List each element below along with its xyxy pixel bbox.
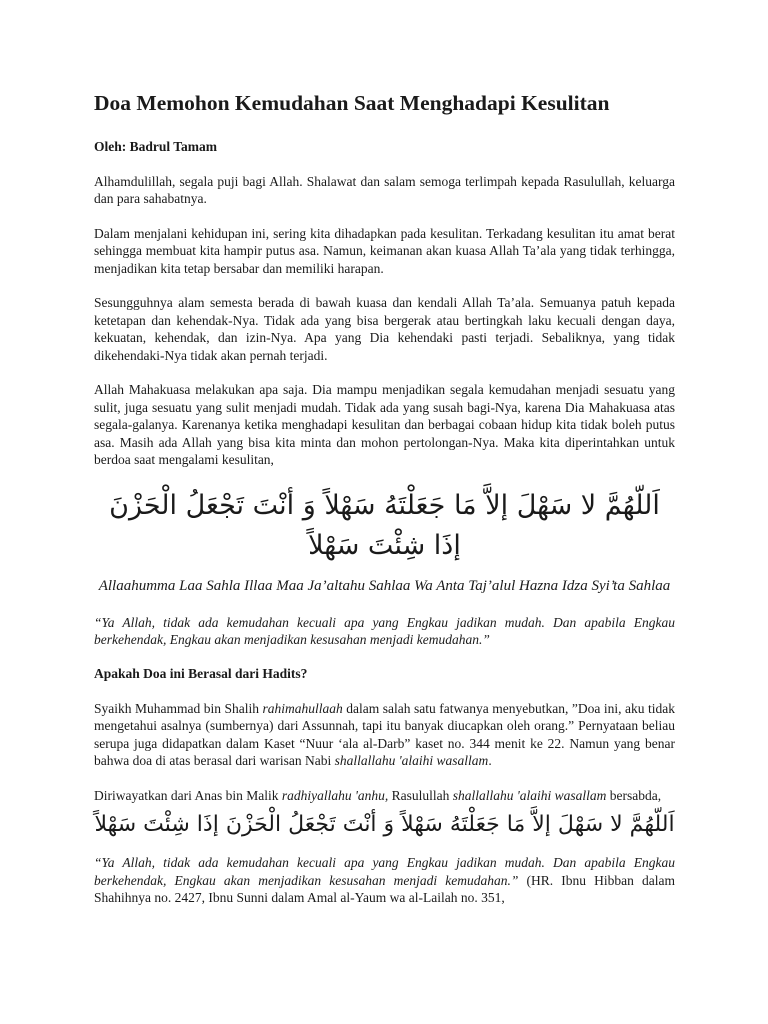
fatwa-salawat: shallallahu 'alaihi wasallam bbox=[334, 753, 489, 769]
fatwa-text-2: dalam salah satu fatwanya menyebutkan, ”Doa ini, aku tidak mengetahui asalnya (sumbernya) dari Assunnah, tapi itu banyak diucapkan oleh orang.” Pernyataan beliau serupa juga didapatkan dalam Kaset “Nuur ‘ala al-Darb” kaset no. 344 menit ke 22. Namun yang benar bahwa doa di atas berasal dari warisan Nabi bbox=[94, 700, 676, 769]
paragraph-narration bbox=[94, 787, 675, 805]
doa-translation: “Ya Allah, tidak ada kemudahan kecuali apa yang Engkau jadikan mudah. Dan apabila Engkau berkehendak, Engkau akan menjadikan kesusahan menjadi kemudahan.” bbox=[94, 614, 675, 648]
paragraph-fatwa bbox=[94, 700, 675, 770]
fatwa-text-1: Syaikh Muhammad bin Shalih bbox=[94, 700, 263, 716]
paragraph-universe: Sesungguhnya alam semesta berada di bawah kuasa dan kendali Allah Ta’ala. Semuanya patuh kepada ketetapan dan kehendak-Nya. Tidak ada yang bisa bergerak atau bertingkah laku kecuali dengan daya, kekuatan, kehendak, dan izin-Nya. Apa yang Dia kehendaki pasti terjadi. Sebaliknya, yang tidak dikehendaki-Nya tidak akan pernah terjadi. bbox=[94, 295, 675, 363]
narration-text-2: Rasulullah bbox=[388, 787, 453, 803]
narration-honorific: radhiyallahu 'anhu, bbox=[281, 787, 389, 803]
fatwa-text-3: . bbox=[488, 753, 492, 769]
fatwa-honorific: rahimahullaah bbox=[262, 700, 343, 716]
narration-salawat: shallallahu 'alaihi wasallam bbox=[452, 787, 607, 803]
document-title: Doa Memohon Kemudahan Saat Menghadapi Kesulitan bbox=[94, 91, 610, 115]
hadith-reference: (HR. Ibnu Hibban dalam Shahihnya no. 2427, Ibnu Sunni dalam Amal al-Yaum wa al-Lailah no. 351, bbox=[94, 872, 675, 906]
paragraph-almighty: Allah Mahakuasa melakukan apa saja. Dia mampu menjadikan segala kemudahan menjadi sesuatu yang sulit, juga sesuatu yang sulit menjadi mudah. Tidak ada yang susah bagi-Nya, karena Dia Mahakuasa atas segala-galanya. Karenanya ketika menghadapi kesulitan dan berbagai cobaan hidup kita tidak boleh putus asa. Masih ada Allah yang bisa kita minta dan mohon pertolongan-Nya. Maka kita diperintahkan untuk berdoa saat mengalami kesulitan, bbox=[94, 382, 675, 468]
narration-text-3: bersabda, bbox=[606, 787, 662, 803]
section-heading: Apakah Doa ini Berasal dari Hadits? bbox=[94, 665, 308, 681]
arabic-doa-hadith: اَللّهُمَّ لا سَهْلَ إلاَّ مَا جَعَلْتَهُ سَهْلاً وَ أنْتَ تَجْعَلُ الْحَزْنَ إذَا شِئْتَ سَهْلاً bbox=[94, 812, 675, 838]
arabic-doa: اَللّهُمَّ لا سَهْلَ إلاَّ مَا جَعَلْتَهُ سَهْلاً وَ أنْتَ تَجْعَلُ الْحَزْنَ إذَا شِئْتَ سَهْلاً bbox=[109, 489, 660, 561]
paragraph-intro: Alhamdulillah, segala puji bagi Allah. Shalawat dan salam semoga terlimpah kepada Rasulullah, keluarga dan para sahabatnya. bbox=[94, 173, 675, 207]
narration-text-1: Diriwayatkan dari Anas bin Malik bbox=[94, 787, 282, 803]
author-line: Oleh: Badrul Tamam bbox=[94, 138, 218, 154]
hadith-translation: “Ya Allah, tidak ada kemudahan kecuali apa yang Engkau jadikan mudah. Dan apabila Engkau berkehendak, Engkau akan menjadikan kesusahan menjadi kemudahan.” bbox=[94, 855, 675, 888]
document-body bbox=[94, 90, 675, 924]
paragraph-hadith-translation bbox=[94, 854, 675, 907]
doa-transliteration: Allaahumma Laa Sahla Illaa Maa Ja’altahu Sahlaa Wa Anta Taj’alul Hazna Idza Syi’ta Sahlaa bbox=[98, 577, 671, 594]
paragraph-hardship: Dalam menjalani kehidupan ini, sering kita dihadapkan pada kesulitan. Terkadang kesulitan itu amat berat sehingga membuat kita hampir putus asa. Namun, keimanan akan kuasa Allah Ta’ala yang tidak terhingga, menjadikan kita tetap bersabar dan memiliki harapan. bbox=[94, 225, 675, 276]
